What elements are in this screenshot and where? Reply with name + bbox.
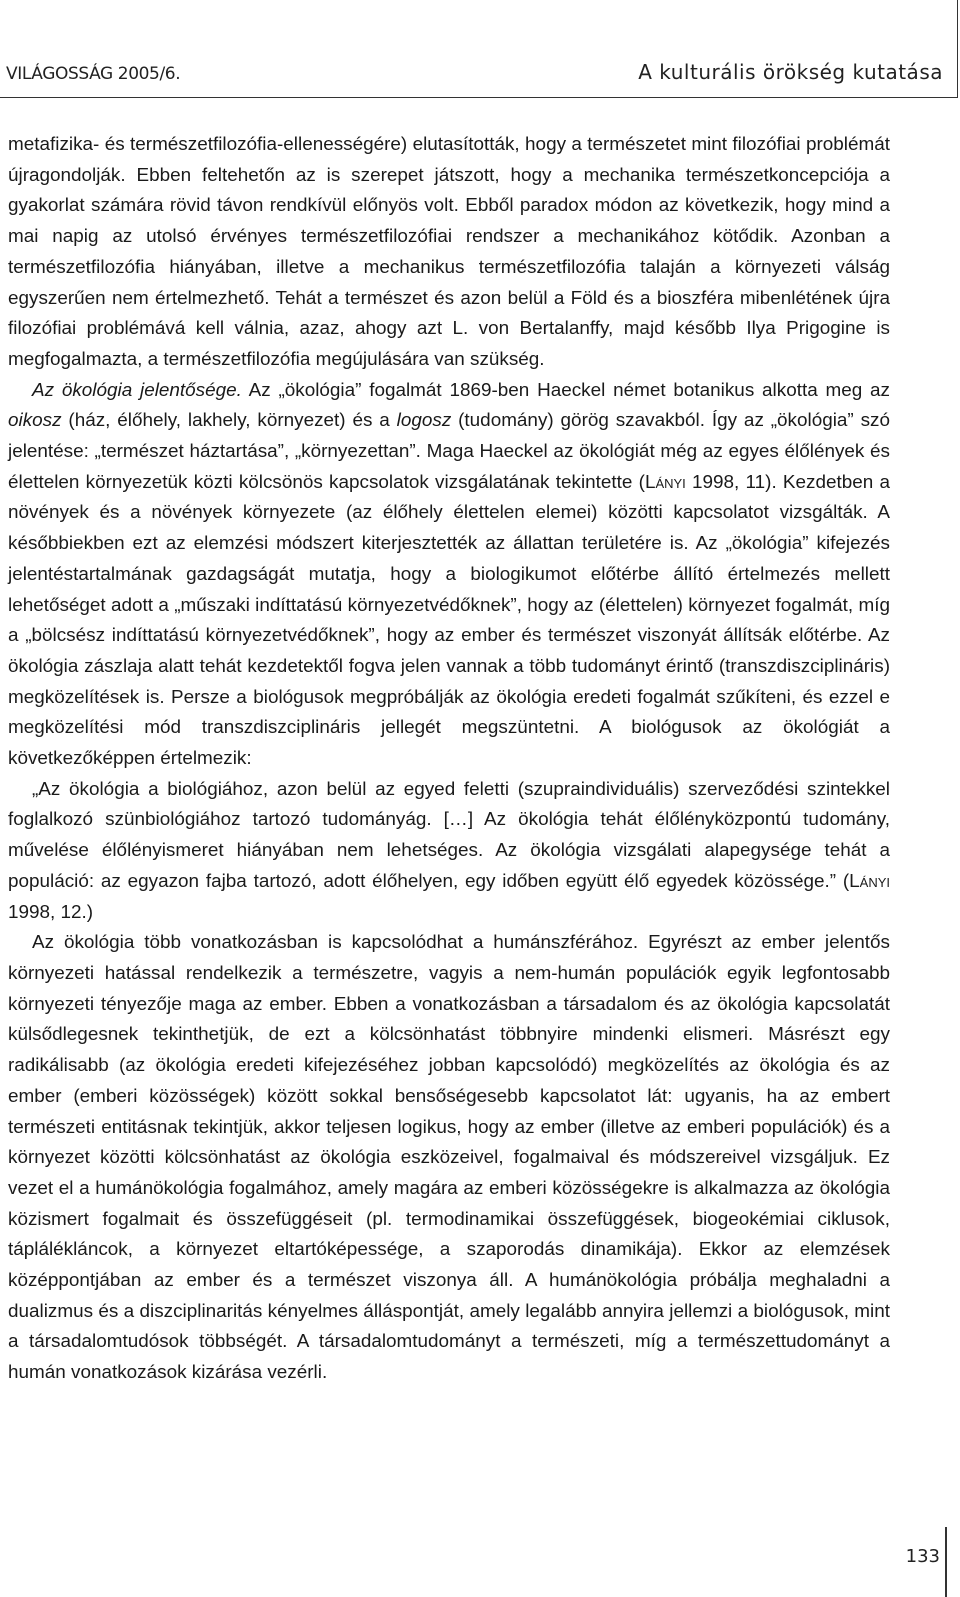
paragraph-2	[8, 376, 890, 775]
paragraph-2-part-c: (tudomány) görög szavakból. Így az „ökológia” szó jelentése: „természet háztartása”, „környezettan”. Maga Haeckel az ökológiát még az egyes élőlények és élettelen környezetük közti kölcsönös kapcsolatok vizsgálatának tekintette (	[8, 410, 890, 493]
section-title: A kulturális örökség kutatása	[638, 60, 943, 84]
page-header	[0, 0, 958, 98]
quote-citation-author: Lányi	[849, 870, 890, 892]
block-quote	[8, 775, 890, 929]
quote-text: „Az ökológia a biológiához, azon belül az egyed feletti (szupraindividuális) szerveződési szintekkel foglalkozó szünbiológiához tartozó tudományág. […] Az ökológia tehát élőlényközpontú tudomány, művelése élőlényismeret hiányában nem lehetséges. Az ökológia vizsgálati alapegysége tehát a populáció: az egyazon fajba tartozó, adott élőhelyen, egy időben együtt élő egyedek közössége.” (	[8, 778, 890, 892]
journal-issue: VILÁGOSSÁG 2005/6.	[6, 64, 181, 84]
quote-citation-rest: 1998, 12.)	[8, 901, 94, 923]
paragraph-2-part-b: (ház, élőhely, lakhely, környezet) és a	[61, 410, 397, 432]
paragraph-1: metafizika- és természetfilozófia-ellenességére) elutasították, hogy a természetet mint filozófiai problémát újragondolják. Ebben feltehetőn az is szerepet játszott, hogy a mechanika természetkoncepciója a gyakorlat számára rövid távon rendkívül előnyös volt. Ebből paradox módon az következik, hogy mind a mai napig az utolsó érvényes természetfilozófiai rendszer a mechanikához kötődik. Azonban a természetfilozófia hiányában, illetve a mechanikus természetfilozófia talaján a környezeti válság egyszerűen nem értelmezhető. Tehát a természet és azon belül a Föld és a bioszféra mibenlétének újra filozófiai problémává kell válnia, azaz, ahogy azt L. von Bertalanffy, majd később Ilya Prigogine is megfogalmazta, a természetfilozófia megújulására van szükség.	[8, 134, 890, 370]
subheading-ecology: Az ökológia jelentősége.	[32, 379, 242, 401]
article-body	[8, 130, 890, 1389]
term-logosz: logosz	[396, 410, 452, 432]
paragraph-4: Az ökológia több vonatkozásban is kapcsolódhat a humánszférához. Egyrészt az ember jelentős környezeti hatással rendelkezik a természetre, vagyis a nem-humán populációk egyik legfontosabb környezeti tényezője maga az ember. Ebben a vonatkozásban a társadalom és az ökológia kapcsolatát külsődlegesnek tekinthetjük, de ezt a kölcsönhatást többnyire mindenki elismeri. Másrészt egy radikálisabb (az ökológia eredeti kifejezéséhez jobban kapcsolódó) megközelítés az ökológia és az ember (emberi közösségek) között sokkal bensőségesebb kapcsolatot lát: ugyanis, ha az embert természeti entitásnak tekintjük, akkor teljesen logikus, hogy az ember (illetve az emberi populációk) és a környezet közötti kölcsönhatást az ökológia eszközeivel, fogalmaival és módszereivel vizsgáljuk. Ez vezet el a humánökológia fogalmához, amely magára az emberi közösségekre is alkalmazza az ökológia közismert fogalmait és összefüggéseit (pl. termodinamikai összefüggések, biogeokémiai ciklusok, táplálékláncok, a környezet eltartóképessége, a szaporodás dinamikája). Ekkor az elemzések középpontjában az ember és a természet viszonya áll. A humánökológia próbálja meghaladni a dualizmus és a diszciplinaritás kényelmes álláspontját, amely legalább annyira jellemzi a biológusok, mint a társadalomtudósok többségét. A társadalomtudományt a természeti, míg a természettudományt a humán vonatkozások kizárása vezérli.	[8, 932, 890, 1384]
term-oikosz: oikosz	[8, 410, 62, 432]
page-number: 133	[905, 1546, 940, 1567]
footer-rule	[945, 1527, 947, 1597]
paragraph-2-part-a: Az „ökológia” fogalmát 1869-ben Haeckel német botanikus alkotta meg az	[241, 379, 890, 401]
paragraph-2-part-d: 1998, 11). Kezdetben a növények és a növények környezete (az élőhely élettelen elemei) közötti kapcsolatot vizsgálták. A későbbiekben ezt az elemzési módszert kiterjesztették az állattan területére is. Az „ökológia” kifejezés jelentéstartalmának gazdagságát mutatja, hogy a biologikumot előtérbe állító értelmezés mellett lehetőséget adott a „műszaki indíttatású környezetvédőknek”, hogy az (élettelen) környezet fogalmát, míg a „bölcsész indíttatású környezetvédőknek”, hogy az ember és természet viszonyát állítsák előtérbe. Az ökológia zászlaja alatt tehát kezdetektől fogva jelen vannak a több tudományt érintő (transzdiszciplináris) megközelítések is. Persze a biológusok megpróbálják az ökológia eredeti fogalmát szűkíteni, és ezzel e megközelítési mód transzdiszciplináris jellegét megszüntetni. A biológusok az ökológiát a következőképpen értelmezik:	[8, 471, 890, 770]
citation-author: Lányi	[644, 471, 686, 493]
